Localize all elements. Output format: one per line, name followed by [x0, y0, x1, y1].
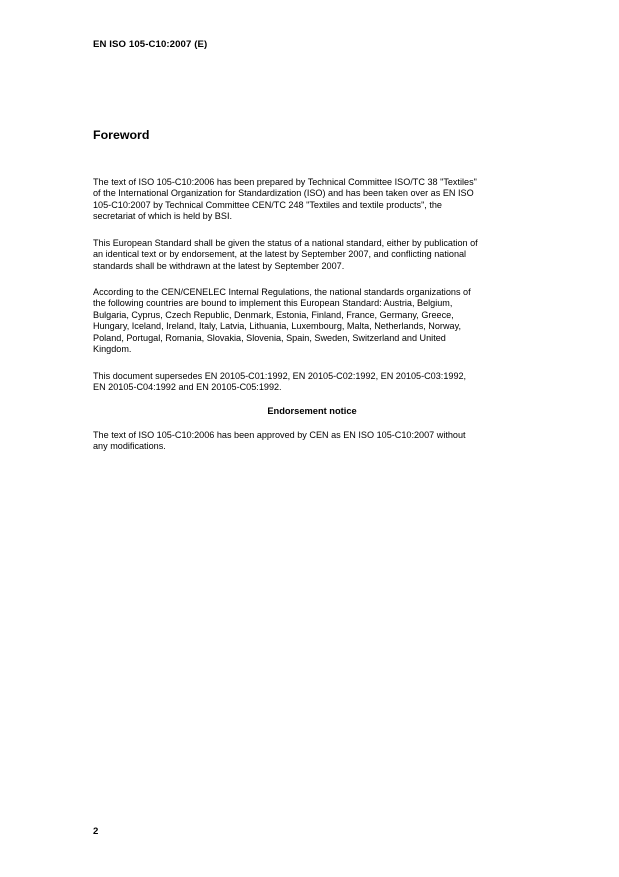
- foreword-paragraph-3: [93, 287, 543, 355]
- document-header-id: EN ISO 105-C10:2007 (E): [93, 39, 208, 50]
- foreword-paragraph-2: [93, 238, 543, 272]
- paragraph-line: This European Standard shall be given the status of a national standard, either by publication of: [93, 238, 478, 248]
- endorsement-notice-paragraph: [93, 430, 543, 453]
- foreword-paragraph-1: [93, 177, 543, 223]
- section-title: Foreword: [93, 128, 150, 142]
- foreword-paragraph-4: [93, 371, 543, 394]
- paragraph-line: Kingdom.: [93, 344, 132, 355]
- paragraph-line: The text of ISO 105-C10:2006 has been prepared by Technical Committee ISO/TC 38 "Textiles": [93, 177, 477, 187]
- paragraph-line: Poland, Portugal, Romania, Slovakia, Slovenia, Spain, Sweden, Switzerland and United: [93, 332, 446, 343]
- paragraph-line: The text of ISO 105-C10:2006 has been approved by CEN as EN ISO 105-C10:2007 without: [93, 430, 466, 440]
- paragraph-line: EN 20105-C04:1992 and EN 20105-C05:1992.: [93, 382, 282, 393]
- paragraph-line: secretariat of which is held by BSI.: [93, 211, 232, 222]
- paragraph-line: any modifications.: [93, 441, 166, 452]
- paragraph-line: According to the CEN/CENELEC Internal Regulations, the national standards organizations of: [93, 287, 471, 297]
- endorsement-notice-heading: Endorsement notice: [267, 406, 357, 416]
- paragraph-line: standards shall be withdrawn at the latest by September 2007.: [93, 260, 345, 271]
- paragraph-line: This document supersedes EN 20105-C01:1992, EN 20105-C02:1992, EN 20105-C03:1992,: [93, 371, 467, 381]
- paragraph-line: of the International Organization for Standardization (ISO) and has been taken over as EN ISO: [93, 188, 474, 199]
- paragraph-line: the following countries are bound to implement this European Standard: Austria, Belgium,: [93, 298, 453, 309]
- page-number: 2: [93, 826, 99, 837]
- paragraph-line: Hungary, Iceland, Ireland, Italy, Latvia, Lithuania, Luxembourg, Malta, Netherlands, Norway,: [93, 321, 461, 332]
- paragraph-line: 105-C10:2007 by Technical Committee CEN/TC 248 "Textiles and textile products", the: [93, 199, 442, 210]
- paragraph-line: an identical text or by endorsement, at the latest by September 2007, and conflicting national: [93, 249, 467, 260]
- paragraph-line: Bulgaria, Cyprus, Czech Republic, Denmark, Estonia, Finland, France, Germany, Greece,: [93, 309, 454, 320]
